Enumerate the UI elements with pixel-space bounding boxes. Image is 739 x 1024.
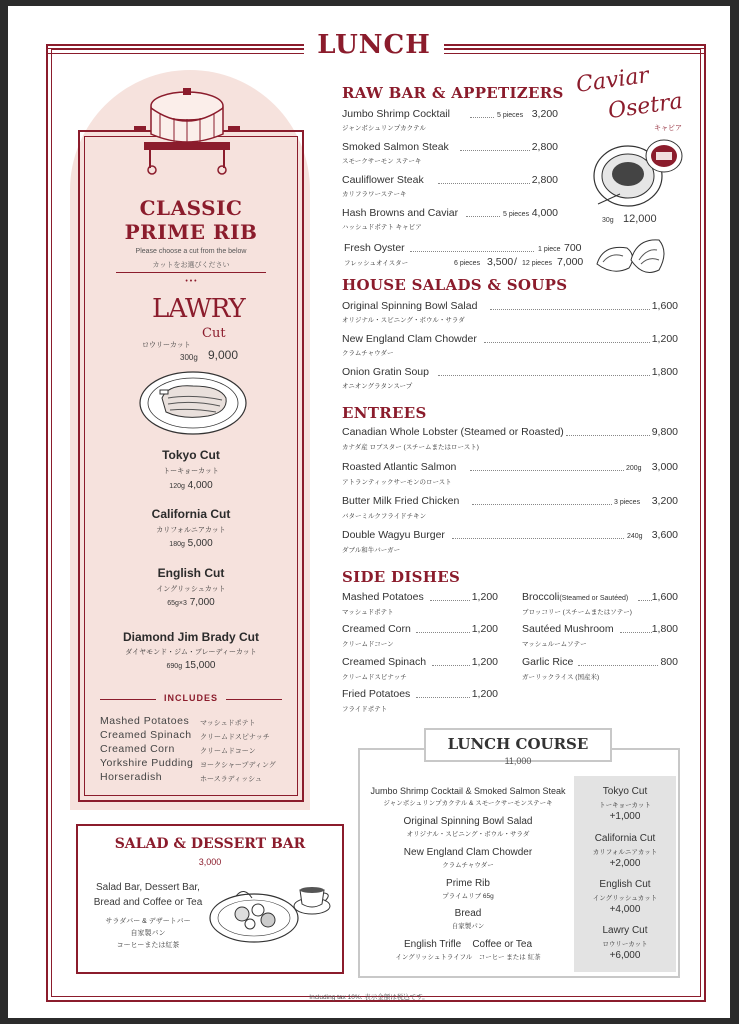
course-item-jp: 自家製パン [451, 923, 485, 930]
menu-item-price: 4,000 [531, 207, 558, 219]
salads-title: HOUSE SALADS & SOUPS [342, 276, 568, 294]
menu-item-name: Smoked Salmon Steak [342, 141, 449, 153]
course-cut-option: English Cut [599, 879, 651, 890]
menu-item-price: 1,600 [651, 591, 678, 603]
menu-item-name: Fried Potatoes [342, 688, 411, 700]
menu-item-note: 3 pieces [614, 499, 641, 506]
menu-item-note: 240g [627, 533, 643, 540]
course-item-jp: オリジナル・スピニング・ボウル・サラダ [406, 831, 530, 838]
menu-item-name: Double Wagyu Burger [342, 529, 445, 541]
include-jp: ホースラディッシュ [200, 776, 262, 783]
leader-dots [432, 665, 470, 666]
salad-bar-jp-1: サラダバー & デザートバー [105, 918, 191, 925]
menu-item-note: 200g [626, 465, 642, 472]
include-jp: クリームドスピナッチ [200, 734, 270, 741]
leader-dots [416, 697, 470, 698]
menu-item-name [522, 591, 628, 603]
lawry-cut-label: Cut [202, 326, 226, 341]
course-cut-jp: カリフォルニアカット [592, 849, 658, 856]
caviar-script-1: Caviar [574, 63, 651, 98]
include-jp: マッシュドポテト [200, 720, 256, 727]
course-cut-option: Tokyo Cut [602, 786, 648, 797]
include-item: Creamed Corn [100, 743, 175, 755]
menu-item-price: 3,200 [651, 495, 678, 507]
lawry-price: 9,000 [208, 348, 239, 362]
divider [226, 699, 282, 700]
caviar-weight: 30g [602, 217, 614, 224]
menu-item-price: 3,000 [651, 461, 678, 473]
cut-price: 4,000 [187, 480, 213, 491]
menu-item-jp: クリームドスピナッチ [342, 674, 407, 681]
lunch-course-price: 11,000 [504, 756, 532, 766]
cut-weight: 65g×3 [167, 600, 187, 607]
include-item: Horseradish [100, 771, 163, 783]
caviar-dish-icon [590, 134, 686, 214]
cut-name-english: English Cut [157, 566, 225, 580]
salad-bar-desc-2: Bread and Coffee or Tea [93, 897, 203, 908]
cut-jp-california: カリフォルニアカット [156, 527, 226, 534]
menu-item-name: Canadian Whole Lobster (Steamed or Roasted) [342, 426, 564, 438]
leader-dots [416, 632, 470, 633]
menu-item-price: 1,200 [471, 623, 498, 635]
cut-price-diamond [84, 660, 298, 671]
cut-jp-tokyo: トーキョーカット [163, 468, 219, 475]
page-title: LUNCH [304, 30, 444, 60]
carving-cart-icon [132, 84, 242, 176]
menu-item-price: 7,000 [557, 256, 584, 268]
leader-dots [410, 251, 534, 252]
menu-item-price: 2,800 [531, 141, 558, 153]
entrees-title: ENTREES [342, 404, 427, 422]
side-name: Broccoli [522, 591, 560, 603]
salad-plate-icon [208, 876, 334, 946]
menu-item-jp: フライドポテト [342, 706, 388, 713]
salad-bar-desc-1: Salad Bar, Dessert Bar, [96, 882, 200, 893]
course-cut-option: Lawry Cut [602, 925, 648, 936]
menu-item-jp: アトランティックサーモンのロースト [342, 479, 452, 486]
leader-dots [430, 600, 470, 601]
menu-item-price: 3,200 [531, 108, 558, 120]
ornament-dots: • • • [185, 278, 197, 285]
course-item: Jumbo Shrimp Cocktail & Smoked Salmon Steak [370, 786, 566, 796]
raw-bar-title: RAW BAR & APPETIZERS [342, 84, 564, 102]
course-cut-price: +4,000 [609, 904, 641, 915]
menu-item-name: Garlic Rice [522, 656, 574, 668]
menu-item-jp: ブロッコリー (スチームまたはソテー) [522, 609, 632, 616]
include-item: Yorkshire Pudding [100, 757, 194, 769]
menu-item-name: Onion Gratin Soup [342, 366, 429, 378]
menu-item-jp: バターミルクフライドチキン [342, 513, 427, 520]
leader-dots [466, 216, 500, 217]
prime-rib-plate-icon [138, 368, 248, 438]
menu-item-price: 1,800 [651, 623, 678, 635]
menu-item-price: 1,200 [471, 656, 498, 668]
menu-item-name: Original Spinning Bowl Salad [342, 300, 478, 312]
course-item: English Trifle Coffee or Tea [403, 939, 533, 950]
oyster-icon [593, 234, 669, 278]
includes-title: INCLUDES [163, 693, 218, 703]
course-cut-price: +2,000 [609, 858, 641, 869]
cut-price-california [84, 538, 298, 549]
cut-jp-english: イングリッシュカット [156, 586, 226, 593]
cut-price: 5,000 [187, 538, 213, 549]
menu-item-price: 700 [564, 242, 582, 254]
course-cut-jp: ロウリーカット [602, 941, 648, 948]
lawry-jp: ロウリーカット [142, 342, 191, 349]
salad-bar-title: SALAD & DESSERT BAR [114, 836, 306, 852]
divider [100, 699, 156, 700]
menu-item-name: Creamed Corn [342, 623, 411, 635]
menu-item-jp: クラムチャウダー [342, 350, 394, 357]
cut-price: 7,000 [189, 597, 215, 608]
menu-item-name: Mashed Potatoes [342, 591, 424, 603]
course-item-jp: ジャンボシュリンプカクテル & スモークサーモンステーキ [383, 800, 553, 807]
menu-item-jp: マッシュルームソテー [522, 641, 587, 648]
menu-item-price: 1,200 [651, 333, 678, 345]
course-item: Original Spinning Bowl Salad [403, 816, 533, 827]
include-jp: クリームドコーン [200, 748, 256, 755]
leader-dots [470, 117, 494, 118]
course-item: Prime Rib [446, 878, 490, 889]
menu-item-price: 1,200 [471, 688, 498, 700]
lawry-weight: 300g [180, 353, 198, 362]
price-separator: / [514, 256, 517, 268]
menu-item-jp: ガーリックライス (国産米) [522, 674, 600, 681]
side-note: (Steamed or Sautéed) [559, 595, 629, 602]
menu-item-jp: スモークサーモン ステーキ [342, 158, 422, 165]
menu-item-name: Cauliflower Steak [342, 174, 424, 186]
menu-item-jp: クリームドコーン [342, 641, 394, 648]
menu-item-jp: ジャンボシュリンプカクテル [342, 125, 426, 132]
menu-item-name: Fresh Oyster [344, 242, 405, 254]
salad-bar-jp-2: 自家製パン [130, 930, 166, 937]
menu-item-price: 1,800 [651, 366, 678, 378]
caviar-script-2: Osetra [606, 88, 685, 125]
menu-item-note: 12 pieces [522, 260, 552, 267]
menu-item-name: Jumbo Shrimp Cocktail [342, 108, 450, 120]
leader-dots [460, 150, 530, 151]
menu-item-jp: カナダ産 ロブスター (スチームまたはロースト) [342, 444, 479, 451]
course-cut-price: +1,000 [609, 811, 641, 822]
menu-item-jp: マッシュドポテト [342, 609, 394, 616]
course-item-jp: イングリッシュトライフル コーヒー または 紅茶 [395, 954, 541, 961]
menu-item-name: Butter Milk Fried Chicken [342, 495, 460, 507]
tax-footnote: Including tax 10%. 表示金額は税込です。 [309, 994, 429, 1001]
leader-dots [472, 504, 612, 505]
cut-jp-diamond: ダイヤモンド・ジム・ブレーディーカット [125, 649, 257, 656]
divider [116, 272, 266, 273]
course-item: New England Clam Chowder [403, 847, 533, 858]
menu-item-name: Sautéed Mushroom [522, 623, 614, 635]
lawry-logo: LAWRY [152, 294, 245, 324]
leader-dots [566, 435, 650, 436]
leader-dots [438, 183, 530, 184]
menu-item-note: 1 piece [538, 246, 561, 253]
prime-rib-title-1: CLASSIC [139, 196, 243, 220]
menu-item-price: 2,800 [531, 174, 558, 186]
include-jp: ヨークシャープディング [200, 762, 276, 769]
include-item: Creamed Spinach [100, 729, 192, 741]
leader-dots [452, 538, 624, 539]
menu-item-price: 3,500 [487, 256, 514, 268]
leader-dots [438, 375, 650, 376]
menu-item-jp: ダブル和牛バーガー [342, 547, 401, 554]
prime-rib-title-2: PRIME RIB [124, 220, 258, 244]
menu-item-price: 800 [660, 656, 678, 668]
menu-item-price: 1,600 [651, 300, 678, 312]
course-item-jp: クラムチャウダー [442, 862, 494, 869]
menu-item-price: 3,600 [651, 529, 678, 541]
caviar-price: 12,000 [623, 213, 657, 225]
course-cut-jp: イングリッシュカット [592, 895, 658, 902]
prime-rib-subtitle-en: Please choose a cut from the below [135, 248, 247, 255]
menu-item-jp: ハッシュドポテト キャビア [342, 224, 422, 231]
menu-item-jp: カリフラワーステーキ [342, 191, 407, 198]
menu-item-name: Creamed Spinach [342, 656, 427, 668]
leader-dots [470, 470, 624, 471]
title-rule-right [444, 48, 706, 54]
salad-bar-price: 3,000 [198, 857, 222, 867]
caviar-jp: キャビア [654, 125, 682, 132]
menu-page [8, 6, 730, 1018]
leader-dots [484, 342, 650, 343]
cut-weight: 180g [169, 541, 185, 548]
include-item: Mashed Potatoes [100, 715, 190, 727]
sides-title: SIDE DISHES [342, 568, 461, 586]
menu-item-jp: オリジナル・スピニング・ボウル・サラダ [342, 317, 465, 324]
menu-item-price: 9,800 [651, 426, 678, 438]
lunch-course-title: LUNCH COURSE [447, 735, 589, 753]
menu-item-name: Hash Browns and Caviar [342, 207, 459, 219]
course-cut-jp: トーキョーカット [599, 802, 651, 809]
menu-item-name: New England Clam Chowder [342, 333, 477, 345]
menu-item-note: 5 pieces [503, 211, 530, 218]
cut-price: 15,000 [184, 660, 216, 671]
menu-item-price: 1,200 [471, 591, 498, 603]
menu-item-jp: フレッシュオイスター [344, 260, 409, 267]
menu-item-jp: オニオングラタンスープ [342, 383, 413, 390]
cut-weight: 690g [166, 663, 183, 670]
leader-dots [490, 309, 650, 310]
course-item: Bread [454, 908, 482, 919]
course-cut-option: California Cut [594, 833, 656, 844]
prime-rib-subtitle-jp: カットをお選びください [152, 262, 230, 269]
salad-bar-jp-3: コーヒーまたは紅茶 [116, 942, 180, 949]
cut-weight: 120g [169, 483, 185, 490]
menu-item-name: Roasted Atlantic Salmon [342, 461, 457, 473]
title-rule-left [46, 48, 304, 54]
cut-name-diamond: Diamond Jim Brady Cut [122, 630, 260, 644]
menu-item-note: 5 pieces [497, 112, 524, 119]
course-item-jp: プライムリブ 65g [442, 893, 494, 900]
cut-price-tokyo [84, 480, 298, 491]
course-cut-price: +6,000 [609, 950, 641, 961]
cut-price-english [84, 597, 298, 608]
cut-name-tokyo: Tokyo Cut [162, 448, 220, 462]
menu-item-note: 6 pieces [454, 260, 481, 267]
cut-name-california: California Cut [151, 507, 231, 521]
